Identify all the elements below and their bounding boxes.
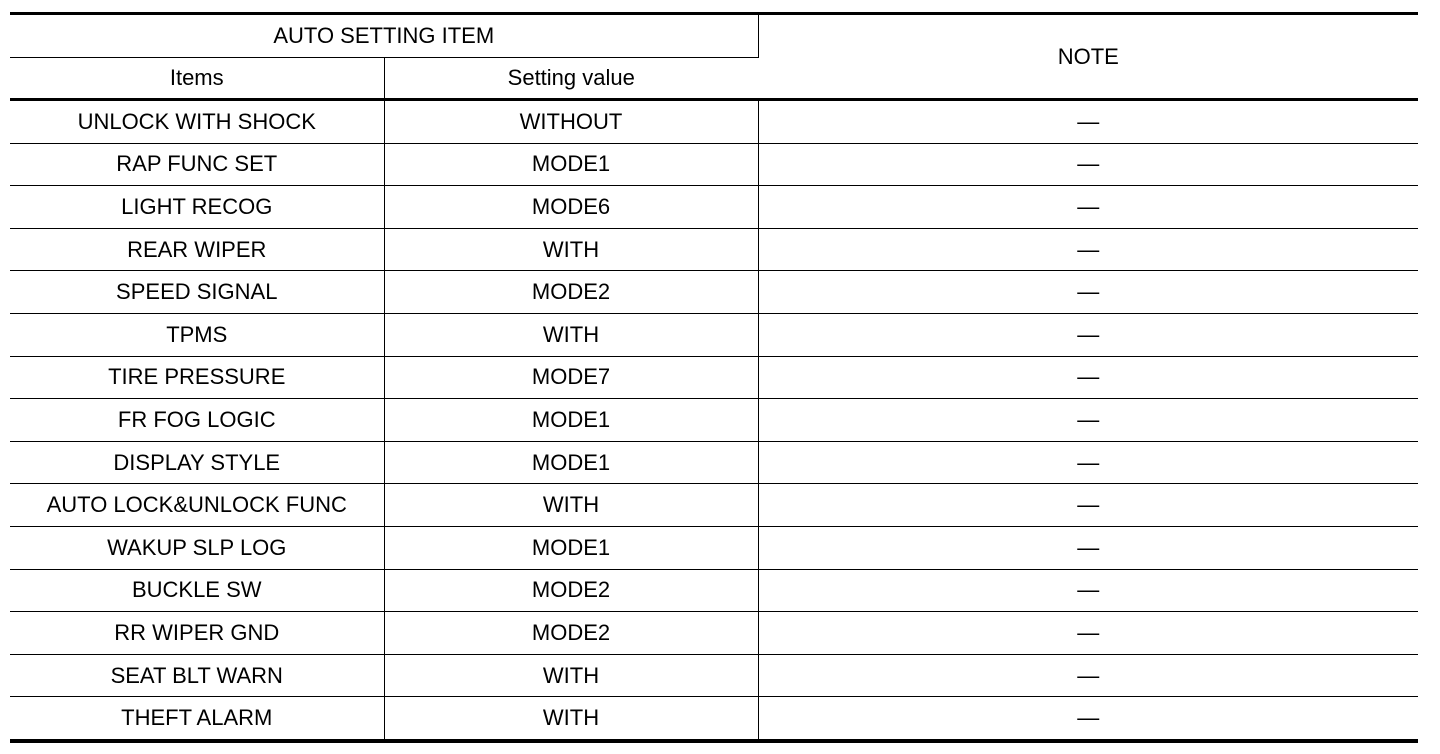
setting-value-header: Setting value (384, 58, 758, 100)
items-header: Items (10, 58, 384, 100)
note-cell: — (758, 441, 1418, 484)
note-cell: — (758, 186, 1418, 229)
item-cell: DISPLAY STYLE (10, 441, 384, 484)
setting-value-cell: MODE1 (384, 143, 758, 186)
table-row (10, 697, 1418, 741)
setting-value-cell: WITH (384, 484, 758, 527)
setting-value-cell: MODE1 (384, 441, 758, 484)
item-cell: RAP FUNC SET (10, 143, 384, 186)
item-cell: RR WIPER GND (10, 612, 384, 655)
table-row (10, 526, 1418, 569)
table-body (10, 100, 1418, 741)
note-cell: — (758, 399, 1418, 442)
item-cell: AUTO LOCK&UNLOCK FUNC (10, 484, 384, 527)
note-cell: — (758, 271, 1418, 314)
note-cell: — (758, 654, 1418, 697)
setting-value-cell: WITH (384, 654, 758, 697)
note-cell: — (758, 100, 1418, 144)
table-row (10, 484, 1418, 527)
setting-value-cell: MODE6 (384, 186, 758, 229)
note-cell: — (758, 143, 1418, 186)
table-row (10, 441, 1418, 484)
table-row (10, 228, 1418, 271)
auto-setting-table (10, 12, 1418, 743)
item-cell: TPMS (10, 313, 384, 356)
table-row (10, 654, 1418, 697)
table-row (10, 271, 1418, 314)
note-cell: — (758, 612, 1418, 655)
note-cell: — (758, 356, 1418, 399)
item-cell: TIRE PRESSURE (10, 356, 384, 399)
setting-value-cell: MODE2 (384, 271, 758, 314)
setting-value-cell: MODE1 (384, 526, 758, 569)
setting-value-cell: WITHOUT (384, 100, 758, 144)
item-cell: REAR WIPER (10, 228, 384, 271)
item-cell: LIGHT RECOG (10, 186, 384, 229)
table-row (10, 569, 1418, 612)
table-row (10, 100, 1418, 144)
note-cell: — (758, 526, 1418, 569)
note-cell: — (758, 313, 1418, 356)
note-cell: — (758, 697, 1418, 741)
note-cell: — (758, 484, 1418, 527)
note-cell: — (758, 228, 1418, 271)
table-row (10, 143, 1418, 186)
auto-setting-item-header: AUTO SETTING ITEM (10, 14, 758, 58)
table-row (10, 356, 1418, 399)
item-cell: BUCKLE SW (10, 569, 384, 612)
setting-value-cell: MODE2 (384, 569, 758, 612)
table-row (10, 612, 1418, 655)
item-cell: SPEED SIGNAL (10, 271, 384, 314)
item-cell: UNLOCK WITH SHOCK (10, 100, 384, 144)
table-row (10, 399, 1418, 442)
table-row (10, 313, 1418, 356)
table-header-row (10, 14, 1418, 58)
table-row (10, 186, 1418, 229)
note-cell: — (758, 569, 1418, 612)
item-cell: THEFT ALARM (10, 697, 384, 741)
setting-value-cell: MODE1 (384, 399, 758, 442)
note-header: NOTE (758, 14, 1418, 100)
setting-value-cell: WITH (384, 697, 758, 741)
item-cell: SEAT BLT WARN (10, 654, 384, 697)
setting-value-cell: WITH (384, 228, 758, 271)
setting-value-cell: MODE7 (384, 356, 758, 399)
item-cell: FR FOG LOGIC (10, 399, 384, 442)
setting-value-cell: MODE2 (384, 612, 758, 655)
item-cell: WAKUP SLP LOG (10, 526, 384, 569)
setting-value-cell: WITH (384, 313, 758, 356)
